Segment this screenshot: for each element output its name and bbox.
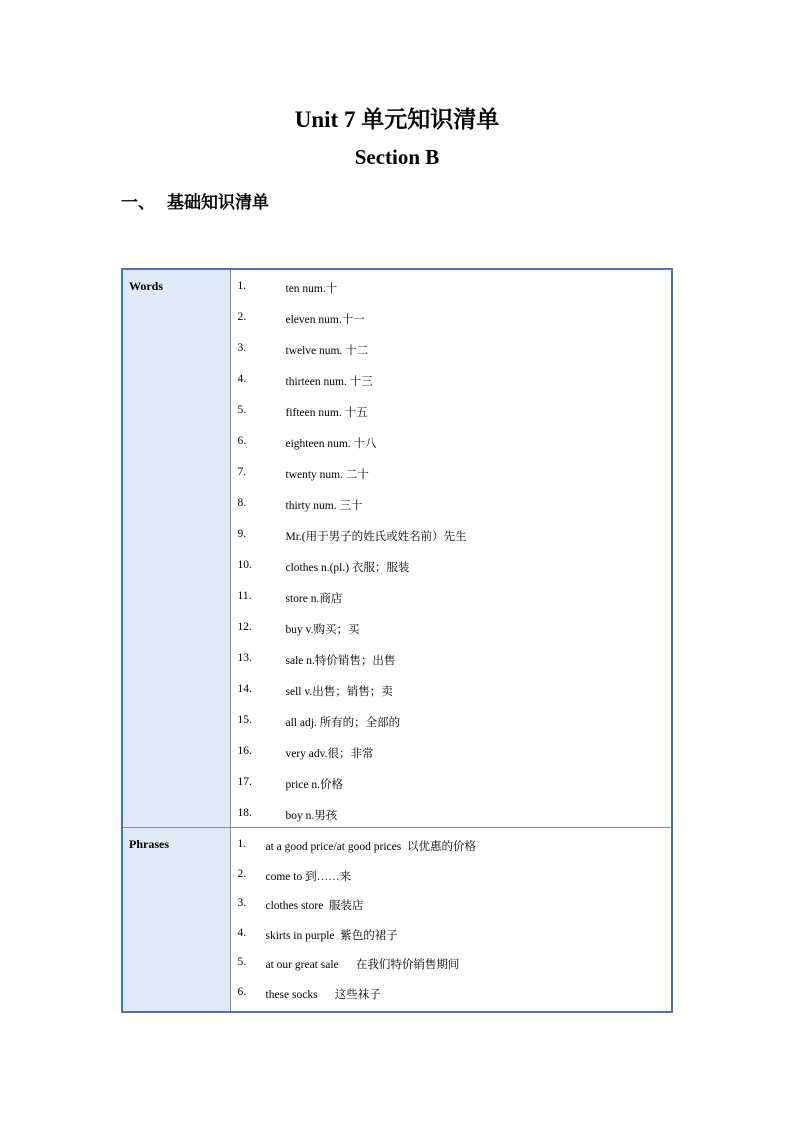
item-number: 3. <box>237 342 247 354</box>
item-text: clothes store 服装店 <box>265 900 364 912</box>
list-item <box>231 646 672 677</box>
section-heading-text: 基础知识清单 <box>167 193 269 213</box>
item-number: 5. <box>237 956 247 968</box>
list-item <box>231 615 672 646</box>
phrases-list <box>230 828 672 1013</box>
item-text: twenty num. 二十 <box>285 469 369 481</box>
list-item <box>231 584 672 615</box>
item-text: at a good price/at good prices 以优惠的价格 <box>265 841 476 853</box>
list-item <box>231 398 672 429</box>
knowledge-table <box>121 268 673 1013</box>
item-number: 3. <box>237 897 247 909</box>
list-item <box>231 429 672 460</box>
item-number: 7. <box>237 466 247 478</box>
item-number: 4. <box>237 373 247 385</box>
item-number: 9. <box>237 528 247 540</box>
list-item <box>231 274 672 305</box>
list-item <box>231 832 672 862</box>
list-item <box>231 980 672 1010</box>
list-item <box>231 553 672 584</box>
list-item <box>231 891 672 921</box>
item-text: eighteen num. 十八 <box>285 438 377 450</box>
section-heading <box>121 188 269 213</box>
item-text: very adv.很；非常 <box>285 748 374 760</box>
item-number: 1. <box>237 280 247 292</box>
item-number: 10. <box>237 559 252 571</box>
item-number: 12. <box>237 621 252 633</box>
list-item <box>231 801 672 825</box>
words-list <box>230 269 672 828</box>
list-item <box>231 367 672 398</box>
item-text: these socks 这些袜子 <box>265 988 381 1001</box>
list-item <box>231 305 672 336</box>
item-text: all adj. 所有的；全部的 <box>285 717 401 729</box>
item-number: 8. <box>237 497 247 509</box>
item-number: 6. <box>237 985 247 998</box>
words-row <box>122 269 672 828</box>
item-text: thirteen num. 十三 <box>285 376 373 388</box>
phrases-label: Phrases <box>122 828 230 1013</box>
item-number: 17. <box>237 776 252 788</box>
page-subtitle: Section B <box>354 145 440 169</box>
item-text: fifteen num. 十五 <box>285 407 368 419</box>
section-number: 一、 <box>121 193 155 213</box>
item-text: clothes n.(pl.) 衣服；服装 <box>285 562 410 574</box>
list-item <box>231 770 672 801</box>
list-item <box>231 677 672 708</box>
item-text: twelve num. 十二 <box>285 345 369 357</box>
list-item <box>231 460 672 491</box>
item-text: price n.价格 <box>285 779 343 791</box>
list-item <box>231 708 672 739</box>
item-text: sell v.出售；销售；卖 <box>285 686 393 698</box>
item-text: sale n.特价销售；出售 <box>285 655 396 667</box>
list-item <box>231 739 672 770</box>
item-number: 2. <box>237 867 247 880</box>
list-item <box>231 950 672 980</box>
words-label: Words <box>122 269 230 828</box>
item-text: ten num.十 <box>285 283 338 295</box>
item-number: 16. <box>237 745 252 757</box>
page-title: Unit 7 单元知识清单 <box>294 107 500 132</box>
item-text: boy n.男孩 <box>285 810 338 822</box>
item-number: 11. <box>237 590 252 602</box>
list-item <box>231 522 672 553</box>
item-number: 13. <box>237 652 252 664</box>
item-text: store n.商店 <box>285 593 343 605</box>
item-number: 1. <box>237 838 247 850</box>
item-number: 6. <box>237 435 247 447</box>
item-text: come to 到……来 <box>265 870 352 883</box>
item-number: 2. <box>237 311 247 323</box>
item-number: 4. <box>237 926 247 939</box>
item-number: 14. <box>237 683 252 695</box>
list-item <box>231 336 672 367</box>
item-number: 18. <box>237 807 252 819</box>
item-text: buy v.购买；买 <box>285 624 360 636</box>
item-number: 5. <box>237 404 247 416</box>
item-number: 15. <box>237 714 252 726</box>
list-item <box>231 862 672 892</box>
list-item <box>231 491 672 522</box>
list-item <box>231 921 672 951</box>
item-text: Mr.(用于男子的姓氏或姓名前）先生 <box>285 531 467 543</box>
item-text: skirts in purple 紫色的裙子 <box>265 929 398 942</box>
item-text: thirty num. 三十 <box>285 500 363 512</box>
item-text: at our great sale 在我们特价销售期间 <box>265 959 460 971</box>
item-text: eleven num.十一 <box>285 314 365 326</box>
phrases-row <box>122 828 672 1013</box>
